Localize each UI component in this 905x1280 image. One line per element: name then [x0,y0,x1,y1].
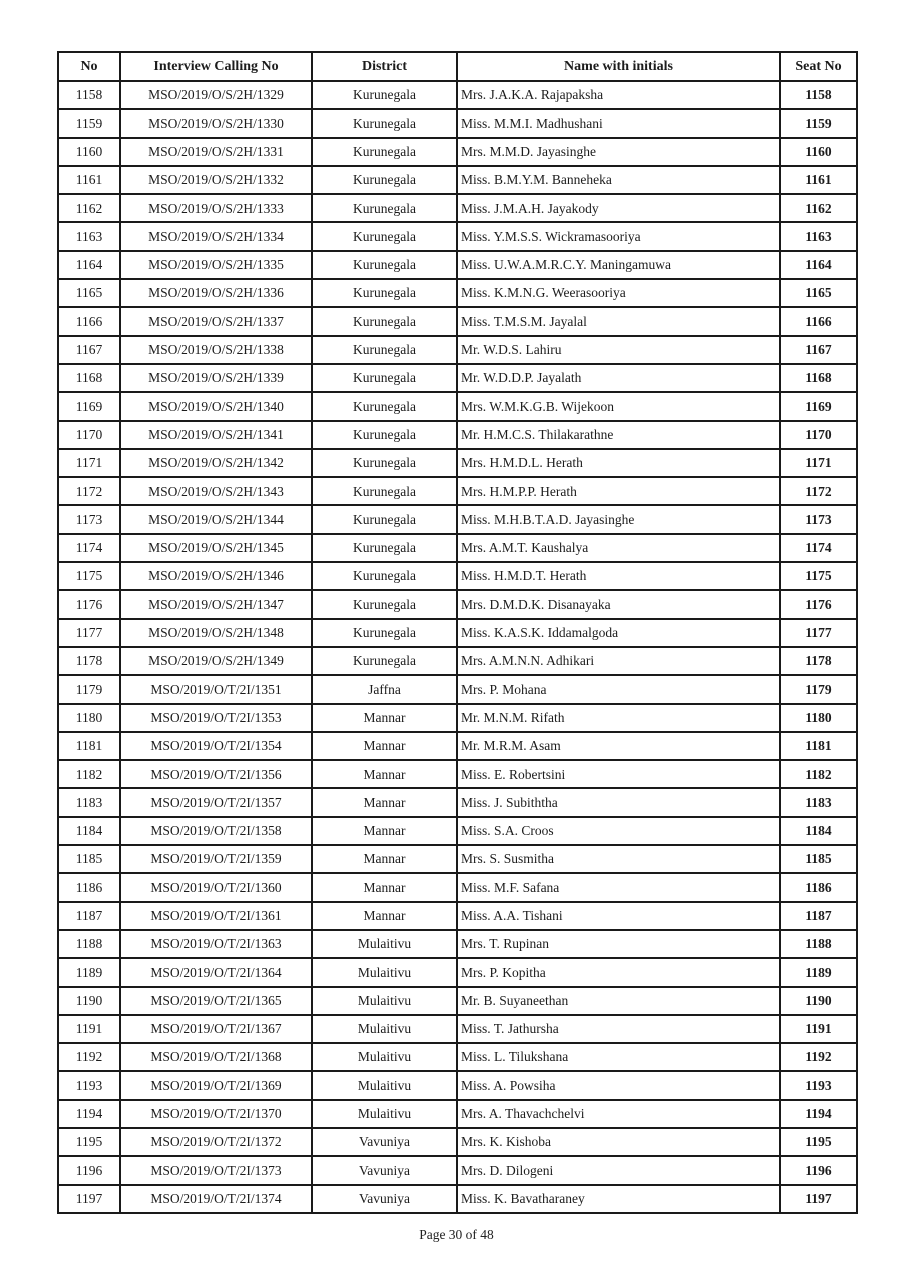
cell-interview-calling-no: MSO/2019/O/S/2H/1332 [120,166,312,194]
cell-no: 1172 [58,477,120,505]
page-number: Page 30 of 48 [419,1227,494,1242]
cell-name: Miss. M.M.I. Madhushani [457,109,780,137]
cell-district: Kurunegala [312,109,457,137]
cell-name: Mrs. A. Thavachchelvi [457,1100,780,1128]
table-row [58,421,857,449]
cell-no: 1167 [58,336,120,364]
cell-interview-calling-no: MSO/2019/O/S/2H/1342 [120,449,312,477]
cell-interview-calling-no: MSO/2019/O/T/2I/1356 [120,760,312,788]
table-row [58,138,857,166]
table-row [58,675,857,703]
column-header-no: No [58,52,120,81]
cell-name: Miss. A. Powsiha [457,1071,780,1099]
cell-seat-no: 1178 [780,647,857,675]
cell-name: Miss. E. Robertsini [457,760,780,788]
table-row [58,1043,857,1071]
table-row [58,1071,857,1099]
table-body [58,81,857,1213]
cell-interview-calling-no: MSO/2019/O/T/2I/1360 [120,873,312,901]
cell-seat-no: 1185 [780,845,857,873]
table-row [58,930,857,958]
cell-no: 1192 [58,1043,120,1071]
cell-seat-no: 1158 [780,81,857,109]
cell-interview-calling-no: MSO/2019/O/T/2I/1368 [120,1043,312,1071]
cell-seat-no: 1163 [780,222,857,250]
table-row [58,704,857,732]
cell-no: 1185 [58,845,120,873]
cell-district: Mulaitivu [312,1015,457,1043]
cell-seat-no: 1191 [780,1015,857,1043]
cell-district: Kurunegala [312,477,457,505]
cell-district: Mannar [312,732,457,760]
cell-no: 1196 [58,1156,120,1184]
cell-district: Vavuniya [312,1185,457,1213]
cell-interview-calling-no: MSO/2019/O/T/2I/1370 [120,1100,312,1128]
cell-no: 1170 [58,421,120,449]
cell-name: Mrs. H.M.P.P. Herath [457,477,780,505]
table-row [58,845,857,873]
cell-seat-no: 1192 [780,1043,857,1071]
cell-name: Miss. M.H.B.T.A.D. Jayasinghe [457,505,780,533]
cell-interview-calling-no: MSO/2019/O/S/2H/1346 [120,562,312,590]
cell-interview-calling-no: MSO/2019/O/S/2H/1338 [120,336,312,364]
cell-seat-no: 1165 [780,279,857,307]
cell-name: Miss. H.M.D.T. Herath [457,562,780,590]
cell-interview-calling-no: MSO/2019/O/S/2H/1348 [120,619,312,647]
cell-interview-calling-no: MSO/2019/O/S/2H/1336 [120,279,312,307]
table-row [58,251,857,279]
cell-interview-calling-no: MSO/2019/O/T/2I/1357 [120,788,312,816]
cell-district: Kurunegala [312,590,457,618]
cell-name: Miss. U.W.A.M.R.C.Y. Maningamuwa [457,251,780,279]
cell-seat-no: 1193 [780,1071,857,1099]
cell-seat-no: 1175 [780,562,857,590]
cell-district: Vavuniya [312,1156,457,1184]
cell-interview-calling-no: MSO/2019/O/T/2I/1358 [120,817,312,845]
cell-seat-no: 1187 [780,902,857,930]
cell-name: Mr. H.M.C.S. Thilakarathne [457,421,780,449]
table-row [58,477,857,505]
cell-interview-calling-no: MSO/2019/O/T/2I/1351 [120,675,312,703]
cell-interview-calling-no: MSO/2019/O/S/2H/1333 [120,194,312,222]
table-row [58,166,857,194]
cell-name: Miss. K.A.S.K. Iddamalgoda [457,619,780,647]
table-row [58,619,857,647]
cell-interview-calling-no: MSO/2019/O/S/2H/1341 [120,421,312,449]
table-row [58,788,857,816]
cell-no: 1193 [58,1071,120,1099]
cell-interview-calling-no: MSO/2019/O/S/2H/1347 [120,590,312,618]
cell-no: 1166 [58,307,120,335]
cell-name: Mrs. J.A.K.A. Rajapaksha [457,81,780,109]
table-row [58,449,857,477]
cell-interview-calling-no: MSO/2019/O/S/2H/1330 [120,109,312,137]
cell-name: Miss. K. Bavatharaney [457,1185,780,1213]
cell-district: Mannar [312,704,457,732]
cell-no: 1175 [58,562,120,590]
cell-district: Mulaitivu [312,930,457,958]
cell-name: Mr. W.D.S. Lahiru [457,336,780,364]
cell-interview-calling-no: MSO/2019/O/S/2H/1345 [120,534,312,562]
cell-name: Miss. M.F. Safana [457,873,780,901]
table-row [58,307,857,335]
cell-district: Kurunegala [312,392,457,420]
cell-district: Kurunegala [312,336,457,364]
cell-no: 1178 [58,647,120,675]
cell-seat-no: 1190 [780,987,857,1015]
cell-no: 1165 [58,279,120,307]
table-row [58,279,857,307]
cell-seat-no: 1180 [780,704,857,732]
cell-district: Mulaitivu [312,958,457,986]
cell-district: Mannar [312,873,457,901]
cell-name: Mrs. H.M.D.L. Herath [457,449,780,477]
cell-interview-calling-no: MSO/2019/O/T/2I/1361 [120,902,312,930]
cell-name: Mrs. M.M.D. Jayasinghe [457,138,780,166]
cell-district: Kurunegala [312,307,457,335]
cell-no: 1159 [58,109,120,137]
cell-name: Miss. A.A. Tishani [457,902,780,930]
cell-district: Kurunegala [312,194,457,222]
cell-district: Kurunegala [312,647,457,675]
table-row [58,1100,857,1128]
table-row [58,1015,857,1043]
column-header-seat-no: Seat No [780,52,857,81]
cell-seat-no: 1188 [780,930,857,958]
cell-district: Mulaitivu [312,1043,457,1071]
cell-name: Miss. J. Subiththa [457,788,780,816]
cell-no: 1187 [58,902,120,930]
cell-district: Kurunegala [312,166,457,194]
cell-name: Miss. L. Tilukshana [457,1043,780,1071]
cell-interview-calling-no: MSO/2019/O/S/2H/1343 [120,477,312,505]
cell-name: Miss. J.M.A.H. Jayakody [457,194,780,222]
cell-no: 1160 [58,138,120,166]
table-row [58,958,857,986]
cell-seat-no: 1159 [780,109,857,137]
cell-no: 1184 [58,817,120,845]
cell-no: 1173 [58,505,120,533]
cell-name: Mr. M.N.M. Rifath [457,704,780,732]
column-header-district: District [312,52,457,81]
cell-district: Kurunegala [312,279,457,307]
cell-no: 1171 [58,449,120,477]
table-row [58,364,857,392]
cell-interview-calling-no: MSO/2019/O/T/2I/1363 [120,930,312,958]
cell-seat-no: 1167 [780,336,857,364]
cell-interview-calling-no: MSO/2019/O/T/2I/1353 [120,704,312,732]
cell-name: Miss. B.M.Y.M. Banneheka [457,166,780,194]
cell-name: Mrs. A.M.N.N. Adhikari [457,647,780,675]
cell-district: Mannar [312,817,457,845]
cell-name: Mrs. S. Susmitha [457,845,780,873]
cell-seat-no: 1195 [780,1128,857,1156]
cell-district: Kurunegala [312,138,457,166]
cell-no: 1163 [58,222,120,250]
cell-name: Mrs. P. Kopitha [457,958,780,986]
cell-seat-no: 1162 [780,194,857,222]
cell-interview-calling-no: MSO/2019/O/T/2I/1372 [120,1128,312,1156]
cell-name: Mrs. P. Mohana [457,675,780,703]
cell-no: 1164 [58,251,120,279]
cell-seat-no: 1166 [780,307,857,335]
table-row [58,987,857,1015]
cell-interview-calling-no: MSO/2019/O/S/2H/1335 [120,251,312,279]
cell-name: Mrs. A.M.T. Kaushalya [457,534,780,562]
cell-name: Mrs. W.M.K.G.B. Wijekoon [457,392,780,420]
cell-no: 1162 [58,194,120,222]
cell-seat-no: 1161 [780,166,857,194]
cell-name: Mr. M.R.M. Asam [457,732,780,760]
cell-seat-no: 1169 [780,392,857,420]
table-row [58,873,857,901]
cell-seat-no: 1176 [780,590,857,618]
cell-district: Kurunegala [312,449,457,477]
cell-interview-calling-no: MSO/2019/O/S/2H/1344 [120,505,312,533]
cell-name: Miss. K.M.N.G. Weerasooriya [457,279,780,307]
table-row [58,1128,857,1156]
cell-district: Kurunegala [312,251,457,279]
cell-district: Jaffna [312,675,457,703]
cell-interview-calling-no: MSO/2019/O/T/2I/1365 [120,987,312,1015]
cell-seat-no: 1194 [780,1100,857,1128]
cell-seat-no: 1196 [780,1156,857,1184]
table-row [58,817,857,845]
cell-name: Miss. Y.M.S.S. Wickramasooriya [457,222,780,250]
cell-seat-no: 1183 [780,788,857,816]
cell-seat-no: 1173 [780,505,857,533]
cell-no: 1180 [58,704,120,732]
cell-no: 1179 [58,675,120,703]
column-header-name-with-initials: Name with initials [457,52,780,81]
cell-seat-no: 1172 [780,477,857,505]
cell-interview-calling-no: MSO/2019/O/T/2I/1364 [120,958,312,986]
cell-district: Kurunegala [312,222,457,250]
table-row [58,590,857,618]
cell-interview-calling-no: MSO/2019/O/T/2I/1374 [120,1185,312,1213]
cell-seat-no: 1186 [780,873,857,901]
cell-interview-calling-no: MSO/2019/O/S/2H/1339 [120,364,312,392]
cell-district: Kurunegala [312,421,457,449]
cell-seat-no: 1179 [780,675,857,703]
table-row [58,902,857,930]
table-row [58,647,857,675]
cell-name: Mr. W.D.D.P. Jayalath [457,364,780,392]
table-row [58,732,857,760]
cell-interview-calling-no: MSO/2019/O/T/2I/1367 [120,1015,312,1043]
table-row [58,562,857,590]
cell-no: 1169 [58,392,120,420]
cell-no: 1158 [58,81,120,109]
cell-name: Miss. T. Jathursha [457,1015,780,1043]
cell-name: Mrs. D. Dilogeni [457,1156,780,1184]
cell-seat-no: 1181 [780,732,857,760]
table-row [58,505,857,533]
cell-name: Miss. T.M.S.M. Jayalal [457,307,780,335]
cell-no: 1189 [58,958,120,986]
cell-interview-calling-no: MSO/2019/O/T/2I/1359 [120,845,312,873]
cell-seat-no: 1182 [780,760,857,788]
cell-seat-no: 1197 [780,1185,857,1213]
table-row [58,336,857,364]
cell-district: Kurunegala [312,562,457,590]
cell-district: Mannar [312,845,457,873]
cell-district: Mulaitivu [312,987,457,1015]
cell-interview-calling-no: MSO/2019/O/T/2I/1354 [120,732,312,760]
cell-no: 1191 [58,1015,120,1043]
cell-district: Kurunegala [312,534,457,562]
cell-name: Miss. S.A. Croos [457,817,780,845]
cell-district: Mannar [312,902,457,930]
cell-interview-calling-no: MSO/2019/O/S/2H/1329 [120,81,312,109]
cell-district: Kurunegala [312,619,457,647]
table-row [58,392,857,420]
cell-interview-calling-no: MSO/2019/O/S/2H/1340 [120,392,312,420]
cell-interview-calling-no: MSO/2019/O/S/2H/1349 [120,647,312,675]
table-row [58,81,857,109]
cell-no: 1197 [58,1185,120,1213]
cell-district: Vavuniya [312,1128,457,1156]
cell-seat-no: 1170 [780,421,857,449]
table-row [58,1185,857,1213]
cell-no: 1183 [58,788,120,816]
cell-seat-no: 1171 [780,449,857,477]
cell-name: Mrs. K. Kishoba [457,1128,780,1156]
cell-district: Mulaitivu [312,1100,457,1128]
cell-name: Mrs. D.M.D.K. Disanayaka [457,590,780,618]
table-row [58,534,857,562]
cell-name: Mrs. T. Rupinan [457,930,780,958]
table-row [58,194,857,222]
cell-no: 1182 [58,760,120,788]
cell-name: Mr. B. Suyaneethan [457,987,780,1015]
cell-interview-calling-no: MSO/2019/O/T/2I/1369 [120,1071,312,1099]
cell-no: 1161 [58,166,120,194]
cell-no: 1190 [58,987,120,1015]
table-row [58,760,857,788]
cell-no: 1177 [58,619,120,647]
cell-district: Kurunegala [312,505,457,533]
cell-district: Kurunegala [312,81,457,109]
seating-table [57,51,858,1214]
cell-interview-calling-no: MSO/2019/O/T/2I/1373 [120,1156,312,1184]
table-header-row [58,52,857,81]
cell-no: 1168 [58,364,120,392]
cell-no: 1174 [58,534,120,562]
cell-no: 1188 [58,930,120,958]
cell-seat-no: 1177 [780,619,857,647]
table-row [58,222,857,250]
cell-seat-no: 1184 [780,817,857,845]
column-header-interview-calling-no: Interview Calling No [120,52,312,81]
cell-no: 1181 [58,732,120,760]
cell-district: Mulaitivu [312,1071,457,1099]
cell-no: 1186 [58,873,120,901]
cell-district: Kurunegala [312,364,457,392]
cell-interview-calling-no: MSO/2019/O/S/2H/1334 [120,222,312,250]
cell-seat-no: 1160 [780,138,857,166]
cell-no: 1195 [58,1128,120,1156]
table-row [58,109,857,137]
cell-district: Mannar [312,760,457,788]
cell-seat-no: 1189 [780,958,857,986]
cell-seat-no: 1174 [780,534,857,562]
cell-no: 1194 [58,1100,120,1128]
cell-seat-no: 1168 [780,364,857,392]
table-row [58,1156,857,1184]
cell-interview-calling-no: MSO/2019/O/S/2H/1337 [120,307,312,335]
cell-interview-calling-no: MSO/2019/O/S/2H/1331 [120,138,312,166]
cell-no: 1176 [58,590,120,618]
cell-seat-no: 1164 [780,251,857,279]
cell-district: Mannar [312,788,457,816]
